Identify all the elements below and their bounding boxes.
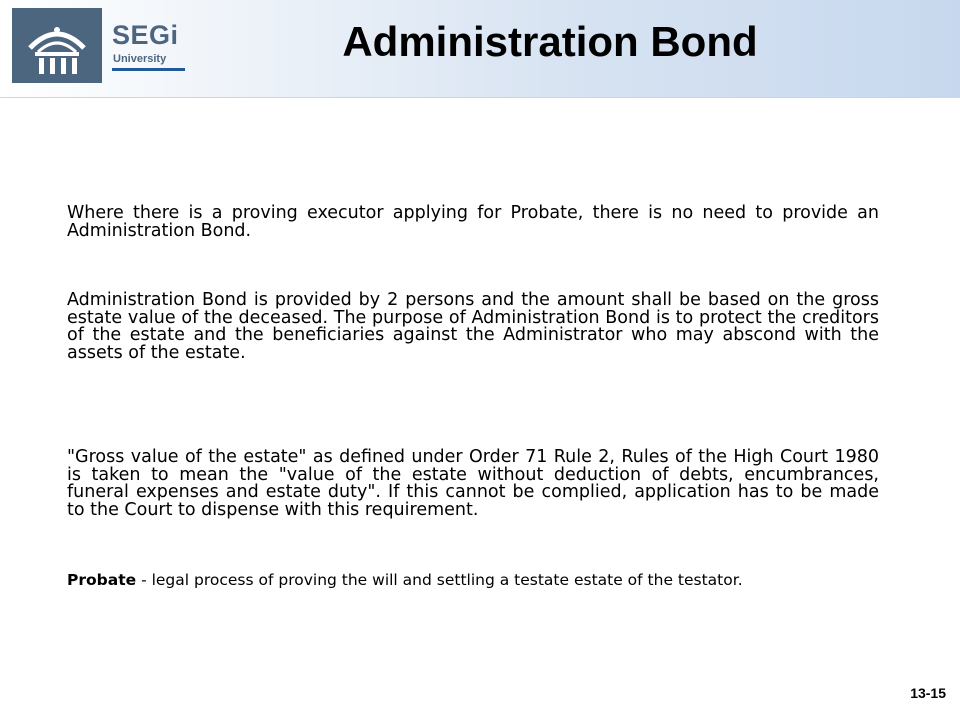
slide-body	[67, 205, 879, 589]
logo-subtitle: University	[113, 53, 167, 65]
header-banner	[0, 0, 960, 98]
logo-underline	[112, 68, 185, 71]
logo-name: SEGi	[112, 20, 179, 50]
segi-emblem-icon	[12, 8, 102, 83]
definition-text: - legal process of proving the will and settling a testate estate of the testator.	[136, 571, 743, 589]
paragraph-probate-definition	[67, 571, 879, 589]
paragraph-bond-purpose: Administration Bond is provided by 2 persons and the amount shall be based on the gross estate value of the deceased. The purpose of Administration Bond is to protect the creditors of the estate and the beneficiaries against the Administrator who may abscond with the assets of the estate.	[67, 290, 879, 363]
segi-logo	[12, 8, 182, 83]
definition-term: Probate	[67, 571, 137, 589]
slide-title: Administration Bond	[342, 18, 758, 65]
paragraph-proving-executor: Where there is a proving executor applying for Probate, there is no need to provide an Administration Bond.	[67, 203, 879, 241]
paragraph-gross-value: "Gross value of the estate" as defined under Order 71 Rule 2, Rules of the High Court 1980 is taken to mean the "value of the estate without deduction of debts, encumbrances, funeral expenses and estate duty". If this cannot be complied, application has to be made to the Court to dispense with this requirement.	[67, 447, 879, 520]
slide-number: 13-15	[910, 685, 946, 701]
